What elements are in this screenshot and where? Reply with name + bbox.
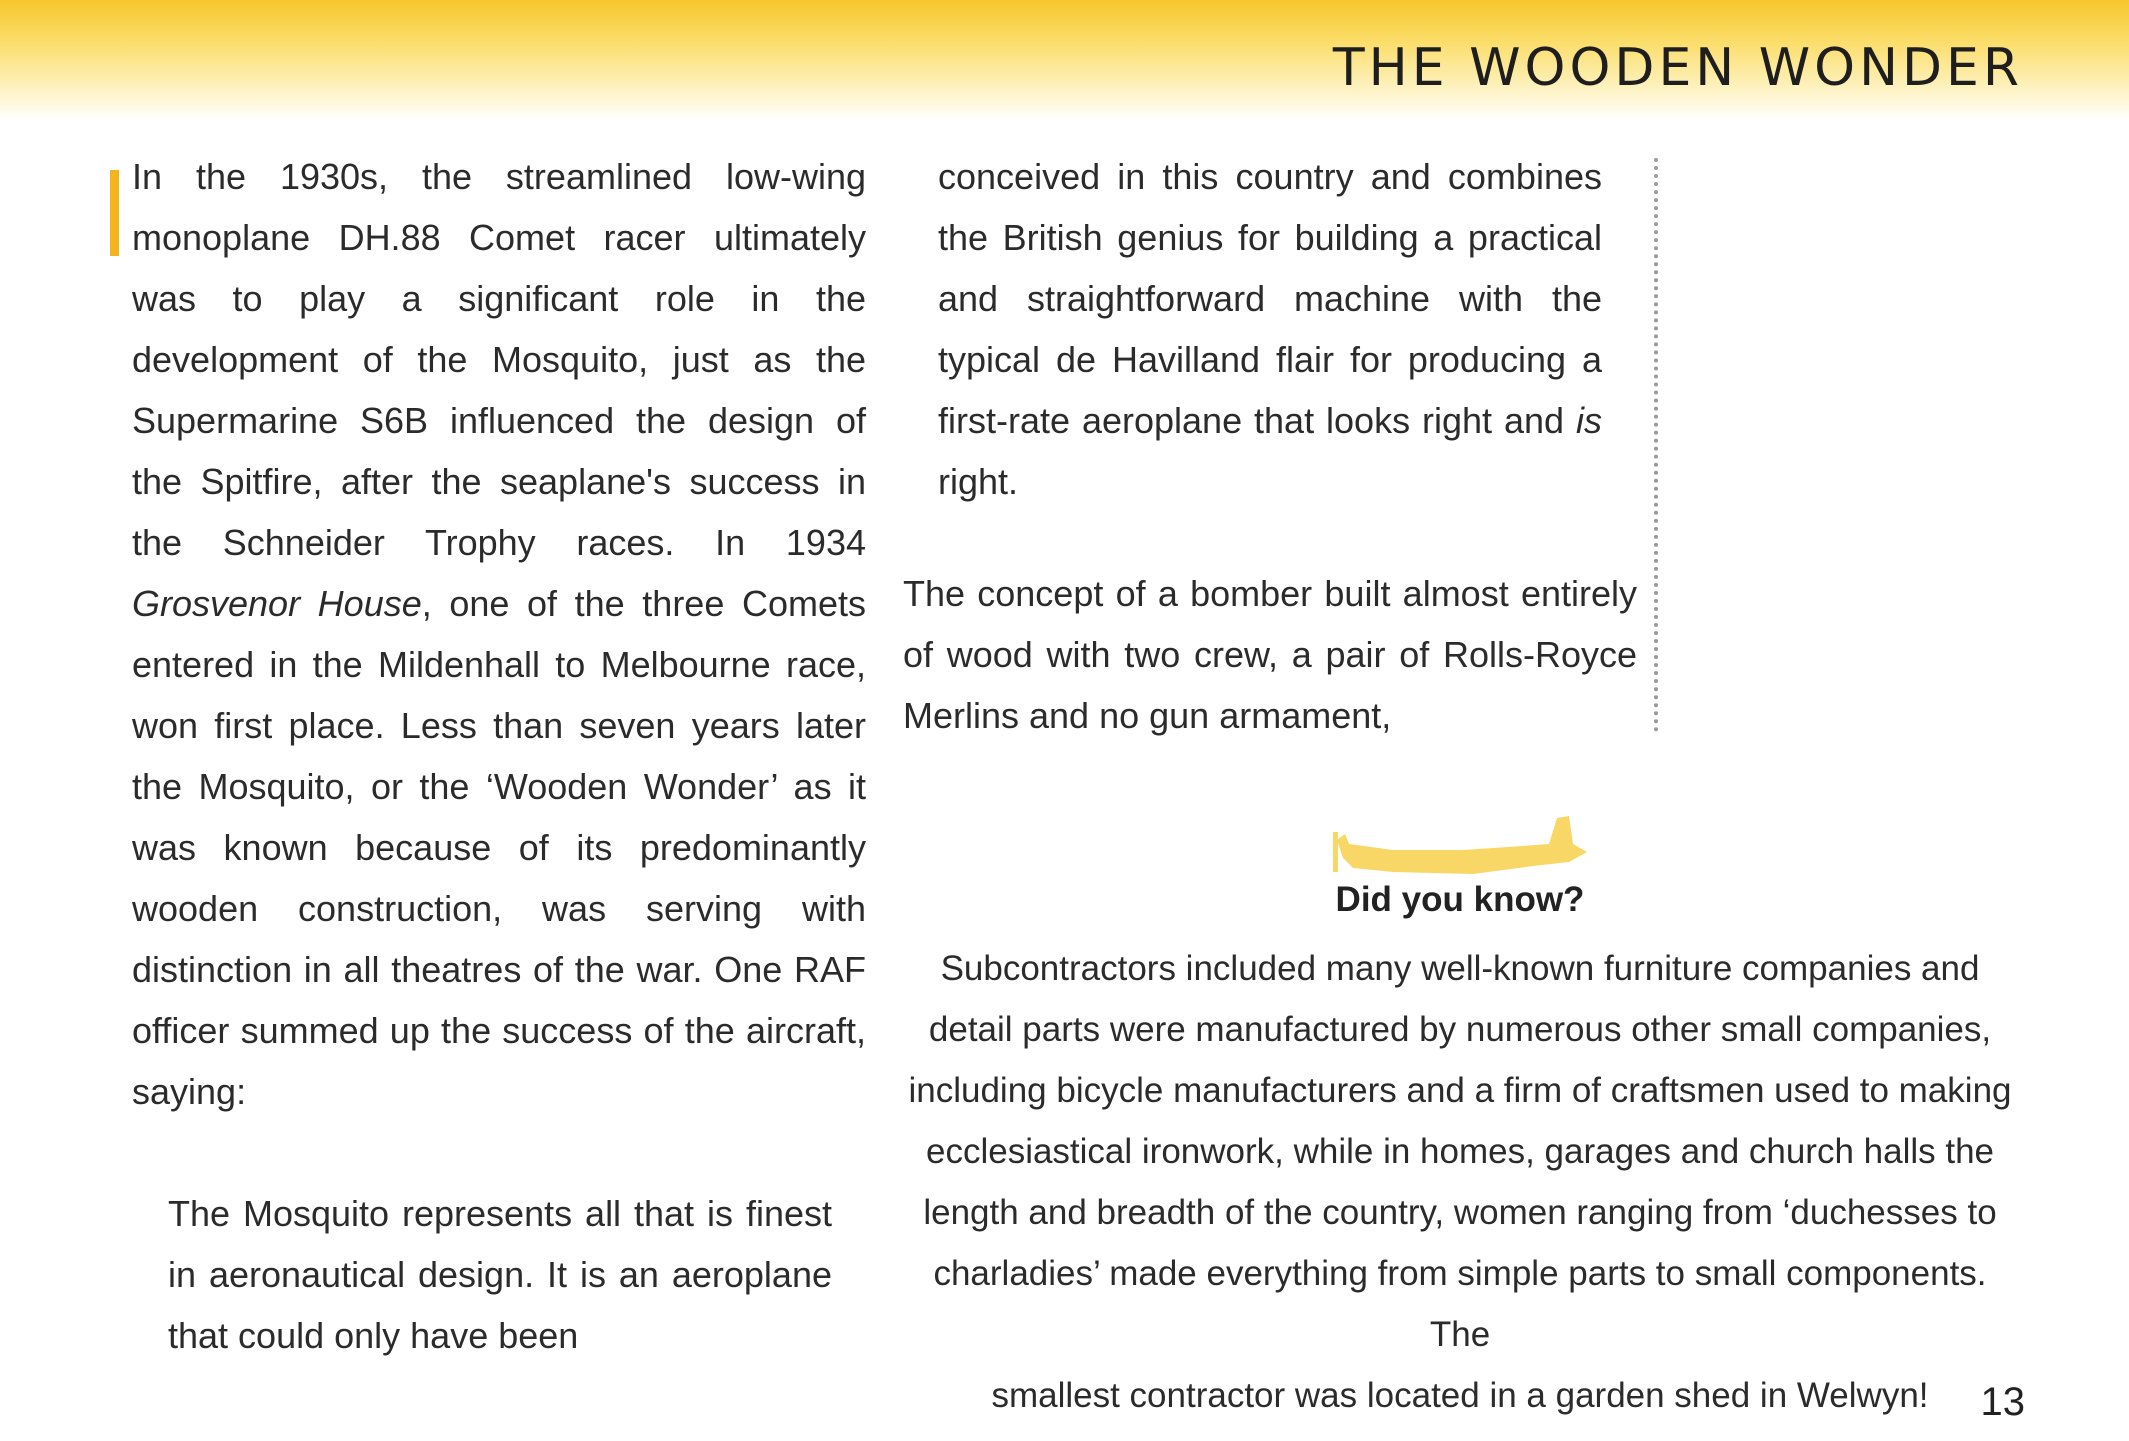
did-you-know-body bbox=[900, 938, 2020, 1426]
left-column bbox=[132, 146, 866, 1366]
dyk-line: Subcontractors included many well-known furniture companies and bbox=[940, 949, 1980, 988]
concept-paragraph bbox=[903, 563, 1637, 746]
did-you-know-title: Did you know? bbox=[1335, 880, 1585, 919]
intro-text-start: n the 1930s, the streamlined low-wing monoplane DH.88 Comet racer ultimately was to play a significant role in the development of the Mosquito, just as the Supermarine S6B influenced the design of the Spitfire, after the seaplane's success in the Schneider Trophy races. In 1934 bbox=[132, 156, 866, 563]
quote-emphasis: is bbox=[1576, 400, 1602, 441]
quote-end: right. bbox=[938, 461, 1019, 502]
dyk-line: length and breadth of the country, women ranging from ‘duchesses to bbox=[923, 1193, 1997, 1232]
dyk-line: charladies’ made everything from simple parts to small components. The bbox=[933, 1254, 1987, 1354]
quote-main: conceived in this country and combines the British genius for building a practical and straightforward machine with the typical de Havilland flair for producing a first-rate aeroplane that looks right and bbox=[938, 156, 1602, 441]
column-divider bbox=[1654, 158, 1658, 732]
dyk-line: smallest contractor was located in a garden shed in Welwyn! bbox=[991, 1376, 1929, 1415]
dyk-line: detail parts were manufactured by numerous other small companies, bbox=[928, 1010, 1992, 1049]
plane-silhouette-icon bbox=[1333, 810, 1593, 890]
quote-continuation bbox=[938, 146, 1602, 512]
dyk-line: ecclesiastical ironwork, while in homes, garages and church halls the bbox=[925, 1132, 1995, 1171]
intro-paragraph bbox=[132, 146, 866, 1122]
officer-quote-start: The Mosquito represents all that is finest in aeronautical design. It is an aeroplane that could only have been bbox=[168, 1193, 832, 1356]
drop-letter: I bbox=[132, 156, 143, 197]
concept-text: The concept of a bomber built almost entirely of wood with two crew, a pair of Rolls-Royce Merlins and no gun armament, bbox=[903, 573, 1637, 736]
dyk-line: including bicycle manufacturers and a firm of craftsmen used to making bbox=[908, 1071, 2012, 1110]
aircraft-name: Grosvenor House bbox=[132, 583, 422, 624]
page-number: 13 bbox=[1980, 1380, 2025, 1424]
quote-continuation-text bbox=[938, 146, 1602, 512]
intro-text-end: , one of the three Comets entered in the Mildenhall to Melbourne race, won first place. Less than seven years later the Mosquito, or the ‘Wooden Wonder’ as it was known because of its predominantly wooden construction, was serving with distinction in all theatres of the war. One RAF officer summed up the success of the aircraft, saying: bbox=[132, 583, 866, 1112]
chapter-title: THE WOODEN WONDER bbox=[1332, 38, 2023, 98]
